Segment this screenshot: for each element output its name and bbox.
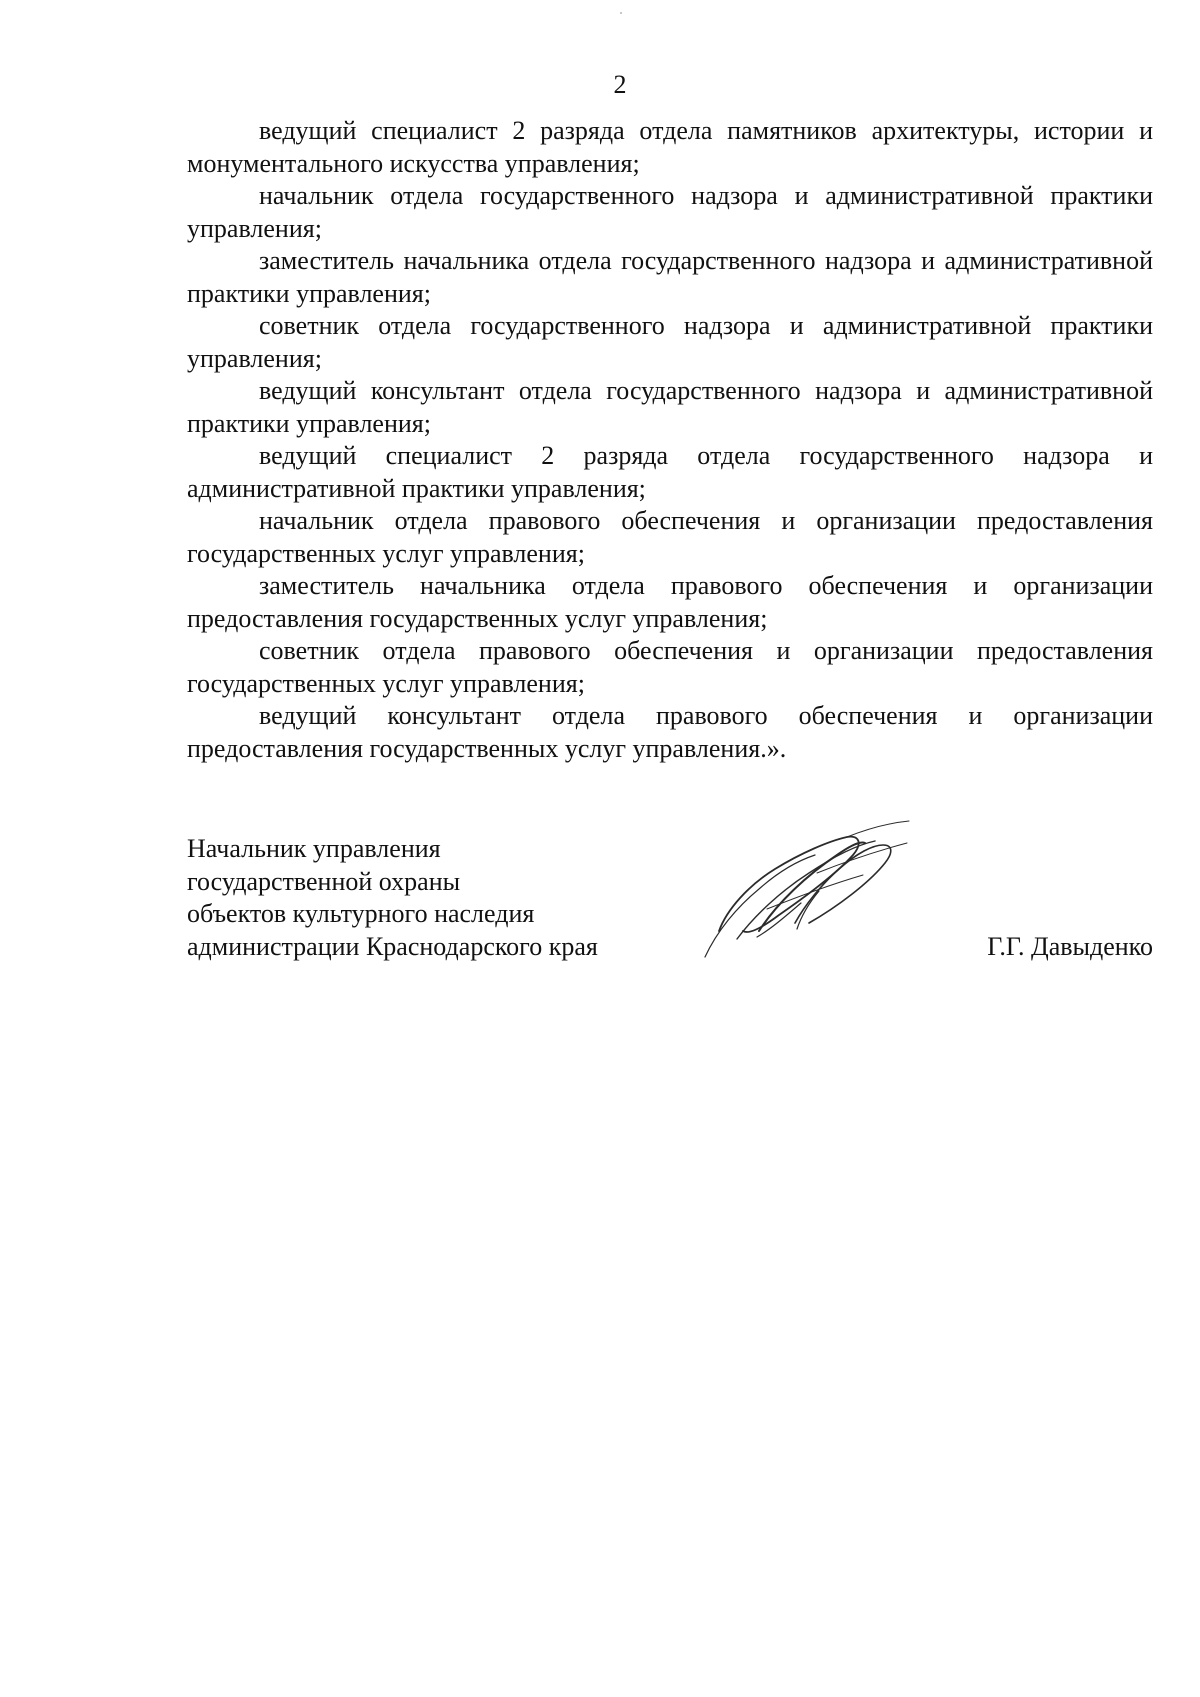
list-item: советник отдела правового обеспечения и организации предоставления государственных услуг управления;	[187, 636, 1153, 698]
page-number: 2	[613, 70, 627, 99]
list-item: ведущий специалист 2 разряда отдела памятников архитектуры, истории и монументального искусства управления;	[187, 116, 1153, 178]
list-item: ведущий консультант отдела правового обеспечения и организации предоставления государственных услуг управления.».	[187, 701, 1153, 763]
handwritten-signature-icon	[697, 811, 917, 961]
list-item: ведущий специалист 2 разряда отдела государственного надзора и административной практики управления;	[187, 441, 1153, 503]
list-item: заместитель начальника отдела государственного надзора и административной практики управления;	[187, 246, 1153, 308]
list-item: начальник отдела правового обеспечения и организации предоставления государственных услуг управления;	[187, 506, 1153, 568]
list-item: ведущий консультант отдела государственного надзора и административной практики управления;	[187, 376, 1153, 438]
scan-speck	[620, 12, 622, 14]
signer-title-line: объектов культурного наследия	[187, 899, 535, 928]
signer-title-line: государственной охраны	[187, 866, 461, 896]
signer-title-line: администрации Краснодарского края	[187, 931, 598, 961]
position-list	[187, 115, 1153, 765]
list-item: советник отдела государственного надзора и административной практики управления;	[187, 311, 1153, 373]
signer-name: Г.Г. Давыденко	[987, 931, 1153, 961]
list-item: начальник отдела государственного надзора и административной практики управления;	[187, 181, 1153, 243]
signer-title-line: Начальник управления	[187, 834, 441, 863]
signature-block	[187, 833, 1153, 1033]
list-item: заместитель начальника отдела правового обеспечения и организации предоставления государственных услуг управления;	[187, 571, 1153, 633]
